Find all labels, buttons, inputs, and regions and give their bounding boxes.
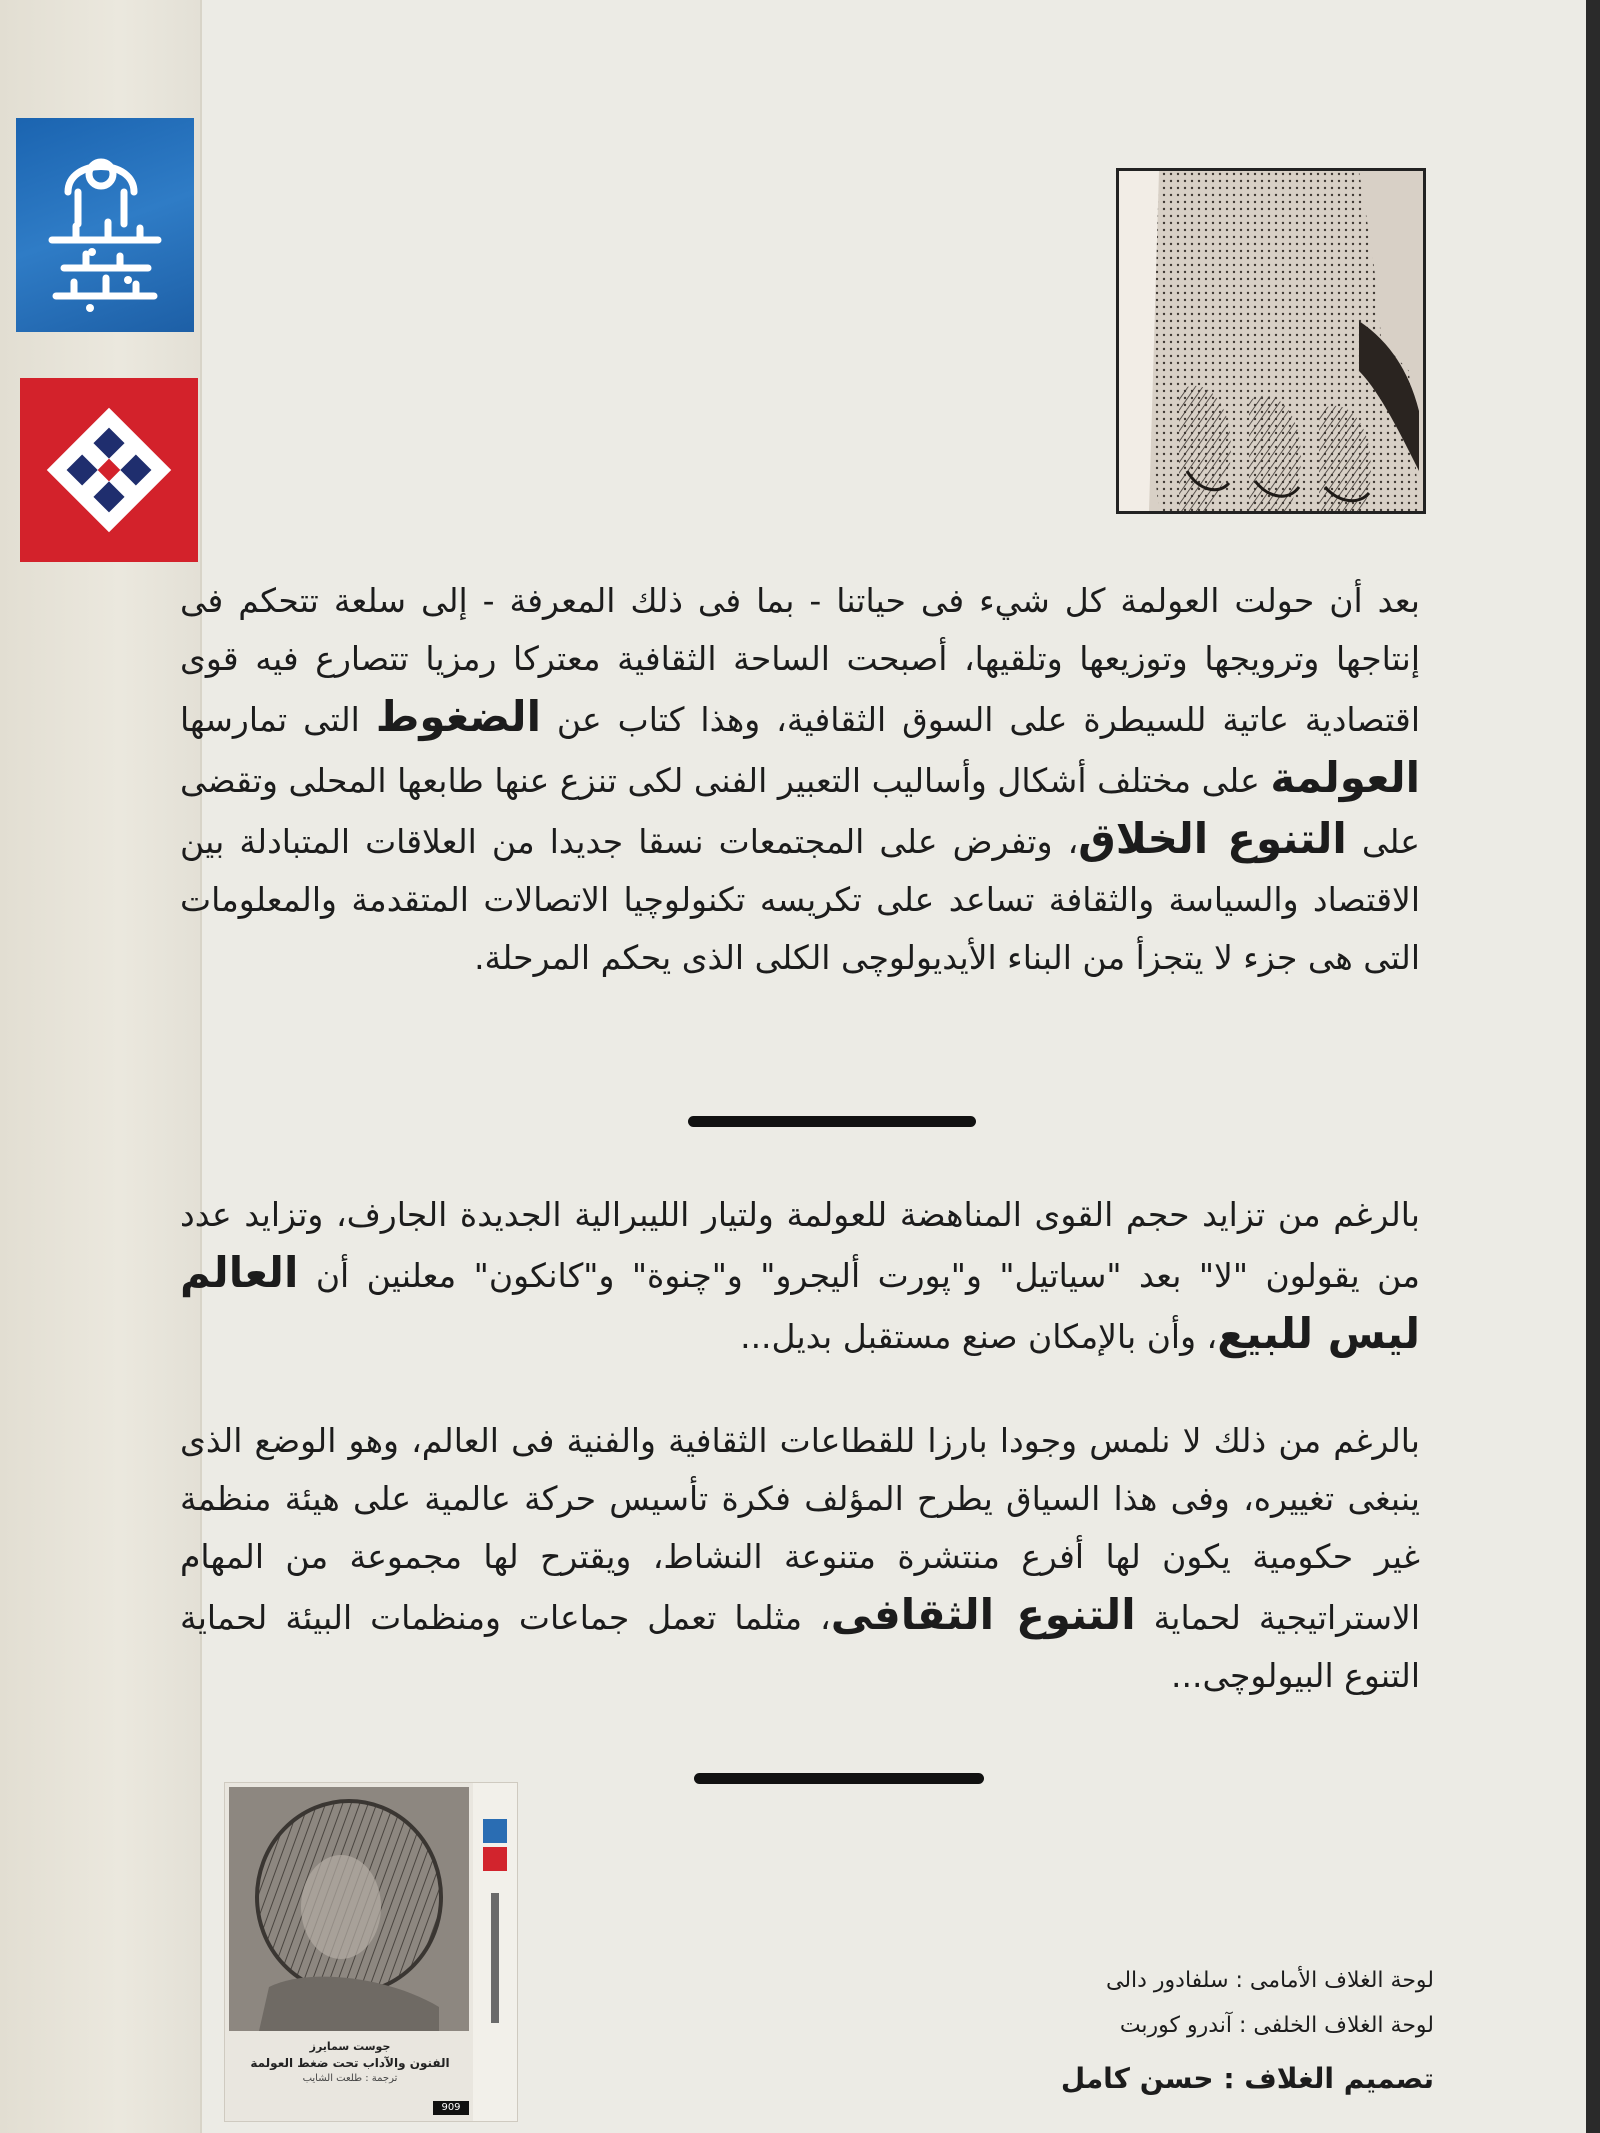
series-calligraphy-icon [20, 378, 198, 562]
para3-emphasis-cultural-diversity: التنوع الثقافى [830, 1590, 1136, 1639]
series-logo [20, 378, 198, 562]
thumbnail-text [231, 2039, 469, 2087]
para1-emphasis-creative-diversity: التنوع الخلاق [1078, 814, 1347, 863]
thumbnail-spine [473, 1783, 517, 2121]
section-divider-1 [688, 1116, 976, 1127]
credit-cover-design: تصميم الغلاف : حسن كامل [1060, 2062, 1434, 2095]
para2-emphasis-world-not-for-sale: العالم ليس للبيع [180, 1248, 1420, 1358]
thumbnail-painting [229, 1787, 469, 2031]
para2-tail: ، وأن بالإمكان صنع مستقبل بديل... [740, 1317, 1218, 1356]
front-cover-thumbnail [224, 1782, 518, 2122]
thumbnail-council-logo [483, 1819, 507, 1843]
credit-back-cover-painting: لوحة الغلاف الخلفى : آندرو كوربت [1119, 2013, 1434, 2038]
para1-emphasis-pressures: الضغوط [375, 692, 541, 741]
para2-lead: بالرغم من تزايد حجم القوى المناهضة للعولمة ولتيار الليبرالية الجديدة الجارف، وتزايد عدد من يقولون "لا" بعد "سياتيل" و"پورت أليجرو" و"چنوة" و"كانكون" معلنين أن [180, 1195, 1420, 1295]
council-logo [16, 118, 194, 332]
thumbnail-series-logo [483, 1847, 507, 1871]
para1-emphasis-globalization: العولمة [1270, 753, 1420, 802]
para3-lead: بالرغم من ذلك لا نلمس وجودا بارزا للقطاعات الثقافية والفنية فى العالم، وهو الوضع الذى ينبغى تغييره، وفى هذا السياق يطرح المؤلف فكرة تأسيس حركة عالمية على هيئة منظمة غير حكومية يكون لها أفرع منتشرة متنوعة النشاط، ويقترح لها مجموعة من المهام الاستراتيجية لحماية [180, 1421, 1420, 1637]
para1-tail: ، وتفرض على المجتمعات نسقا جديدا من العلاقات المتبادلة بين الاقتصاد والسياسة والثقافة تساعد على تكريسه تكنولوچيا الاتصالات المتقدمة والمعلومات التى هى جزء لا يتجزأ من البناء الأيديولوچى الكلى الذى يحكم المرحلة. [180, 822, 1420, 977]
thumbnail-spine-title [491, 1893, 499, 2023]
thumbnail-author: جوست سمايرز [309, 2040, 391, 2053]
para1-mid1: التى تمارسها [180, 700, 360, 739]
hand-engraving-illustration [1116, 168, 1426, 514]
description-paragraph-1 [180, 572, 1420, 987]
section-divider-2 [694, 1773, 984, 1784]
hand-engraving-image [1119, 171, 1423, 511]
thumbnail-series-number: 909 [433, 2101, 469, 2115]
credit-front-cover-painting: لوحة الغلاف الأمامى : سلفادور دالى [1105, 1968, 1434, 1993]
council-logo-icon [16, 118, 194, 332]
para1-lead: بعد أن حولت العولمة كل شيء فى حياتنا - بما فى ذلك المعرفة - إلى سلعة تتحكم فى إنتاجها وترويجها وتوزيعها وتلقيها، أصبحت الساحة الثقافية معتركا رمزيا تتصارع فيه قوى اقتصادية عاتية للسيطرة على السوق الثقافية، وهذا كتاب عن [180, 581, 1420, 739]
thumbnail-translator: ترجمة : طلعت الشايب [302, 2073, 398, 2084]
thumbnail-book-title: الفنون والآداب تحت ضغط العولمة [250, 2056, 450, 2070]
para1-mid2: على مختلف أشكال وأساليب التعبير الفنى لكى تنزع عنها طابعها المحلى وتقضى على [180, 761, 1420, 861]
dali-painting-image [229, 1787, 469, 2031]
para3-tail: ، مثلما تعمل جماعات ومنظمات البيئة لحماية التنوع البيولوچى... [180, 1598, 1420, 1695]
book-edge-shadow [1586, 0, 1600, 2133]
description-paragraph-2 [180, 1186, 1420, 1366]
description-paragraph-3 [180, 1412, 1420, 1705]
